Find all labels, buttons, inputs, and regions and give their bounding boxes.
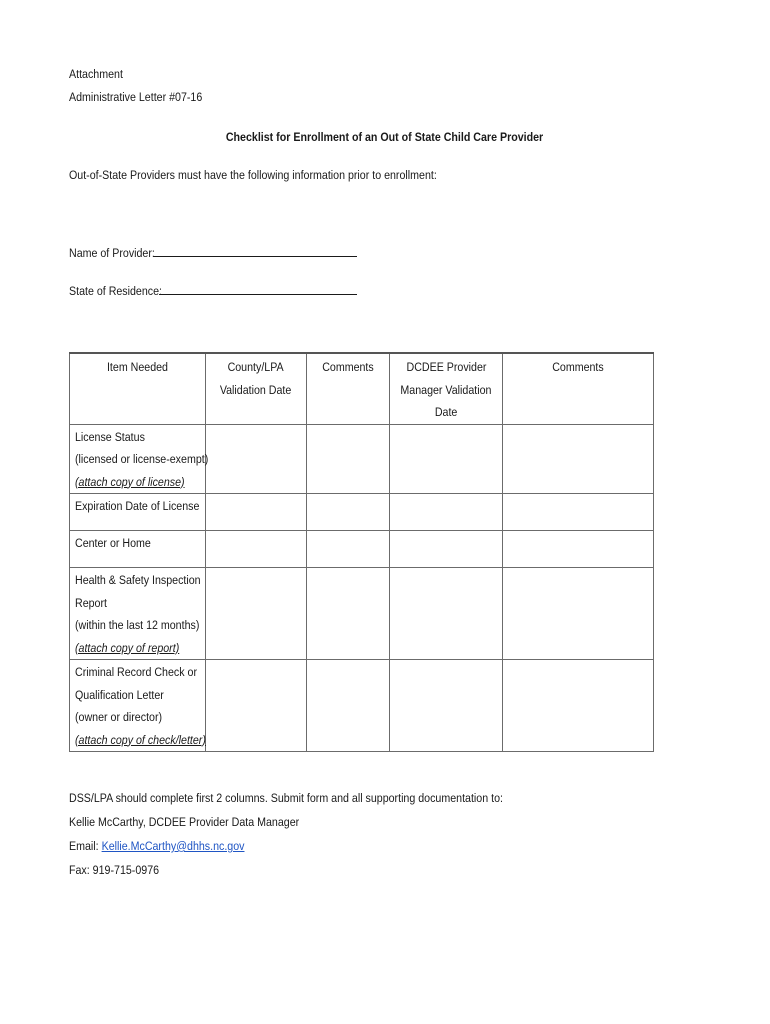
column-header: [206, 353, 307, 424]
item-needed-text: (within the last 12 months): [75, 618, 200, 632]
dcdee-validation-cell[interactable]: [390, 424, 503, 494]
dcdee-validation-cell[interactable]: [390, 531, 503, 568]
column-header-text: County/LPA: [227, 360, 285, 374]
item-needed-text: (licensed or license-exempt): [75, 452, 209, 466]
column-header: [307, 353, 390, 424]
dcdee-comments-cell[interactable]: [503, 660, 654, 752]
page-title: Checklist for Enrollment of an Out of State Child Care Provider: [226, 130, 544, 144]
instructions-text: DSS/LPA should complete first 2 columns. Submit form and all supporting documentation to:: [69, 791, 503, 805]
dcdee-comments-cell[interactable]: [503, 424, 654, 494]
email-label: Email:: [69, 839, 99, 853]
item-needed-cell: [70, 568, 206, 660]
column-header: [390, 353, 503, 424]
comments-cell[interactable]: [307, 660, 390, 752]
letter-reference: Administrative Letter #07-16: [69, 90, 203, 104]
column-header: [503, 353, 654, 424]
comments-cell[interactable]: [307, 494, 390, 531]
fax-number: Fax: 919-715-0976: [69, 863, 160, 877]
item-needed-cell: [70, 531, 206, 568]
column-header: [70, 353, 206, 424]
county-lpa-validation-cell[interactable]: [206, 424, 307, 494]
county-lpa-validation-cell[interactable]: [206, 568, 307, 660]
table-body: [70, 424, 654, 752]
email-link[interactable]: Kellie.McCarthy@dhhs.nc.gov: [101, 839, 245, 853]
provider-name-field: [69, 244, 357, 260]
dcdee-validation-cell[interactable]: [390, 568, 503, 660]
item-needed-cell: [70, 424, 209, 494]
table-row: [70, 660, 654, 752]
item-needed-text: Qualification Letter: [75, 687, 164, 702]
column-header-text: Item Needed: [106, 360, 169, 374]
comments-cell[interactable]: [307, 568, 390, 660]
item-needed-text: Health & Safety Inspection: [75, 573, 201, 587]
item-needed-text: Report: [75, 595, 107, 610]
provider-name-label: Name of Provider:: [69, 246, 155, 260]
dcdee-comments-cell[interactable]: [503, 531, 654, 568]
item-needed-text: Criminal Record Check or: [75, 665, 197, 679]
comments-cell[interactable]: [307, 424, 390, 494]
attachment-note: (attach copy of license): [75, 474, 185, 489]
submission-instructions: [69, 786, 574, 882]
attachment-note: (attach copy of check/letter): [75, 732, 206, 747]
item-needed-cell: [70, 660, 206, 752]
column-header-text: DCDEE Provider: [406, 360, 486, 374]
comments-cell[interactable]: [307, 531, 390, 568]
item-needed-text: Center or Home: [75, 536, 151, 550]
attachment-label: Attachment: [69, 67, 123, 81]
document-header: [69, 63, 224, 109]
column-header-text: Manager Validation: [400, 382, 492, 397]
item-needed-text: Expiration Date of License: [75, 499, 200, 513]
column-header-text: Validation Date: [220, 382, 292, 397]
table-row: [70, 424, 654, 494]
table-row: [70, 494, 654, 531]
contact-name: Kellie McCarthy, DCDEE Provider Data Manager: [69, 815, 300, 829]
item-needed-cell: [70, 494, 206, 531]
email-line: [69, 834, 244, 858]
intro-text: Out-of-State Providers must have the following information prior to enrollment:: [69, 168, 437, 182]
attachment-note: (attach copy of report): [75, 640, 180, 655]
county-lpa-validation-cell[interactable]: [206, 494, 307, 531]
state-of-residence-blank[interactable]: [159, 282, 357, 295]
county-lpa-validation-cell[interactable]: [206, 531, 307, 568]
column-header-text: Comments: [322, 360, 374, 374]
table-row: [70, 568, 654, 660]
column-header-text: Date: [434, 405, 458, 419]
dcdee-comments-cell[interactable]: [503, 494, 654, 531]
provider-name-blank[interactable]: [153, 244, 357, 257]
table-header-row: [70, 353, 654, 424]
state-of-residence-label: State of Residence:: [69, 284, 163, 298]
county-lpa-validation-cell[interactable]: [206, 660, 307, 752]
item-needed-text: (owner or director): [75, 710, 163, 724]
dcdee-validation-cell[interactable]: [390, 494, 503, 531]
table-row: [70, 531, 654, 568]
dcdee-comments-cell[interactable]: [503, 568, 654, 660]
column-header-text: Comments: [552, 360, 604, 374]
state-of-residence-field: [69, 282, 357, 298]
dcdee-validation-cell[interactable]: [390, 660, 503, 752]
item-needed-text: License Status: [75, 429, 145, 444]
enrollment-checklist-table: [69, 352, 654, 752]
